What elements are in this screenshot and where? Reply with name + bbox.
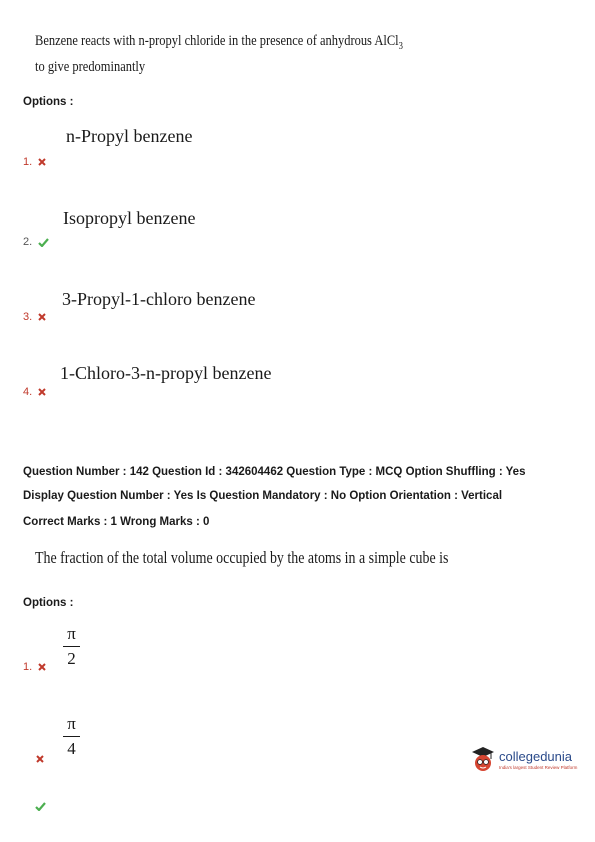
question-meta-line-1: Question Number : 142 Question Id : 342604462 Question Type : MCQ Option Shuffling : Yes <box>23 466 526 478</box>
collegedunia-logo <box>470 744 577 774</box>
option-4-text: 1-Chloro-3-n-propyl benzene <box>60 363 272 383</box>
question-1-text: Benzene reacts with n-propyl chloride in the presence of anhydrous AlCl$_3$ to give predominantly <box>35 33 403 75</box>
graduate-mascot-icon <box>470 744 496 774</box>
option-3-number <box>35 798 46 816</box>
correct-check-icon <box>38 238 49 247</box>
logo-wordmark: collegedunia <box>499 748 573 764</box>
correct-check-icon <box>35 802 46 811</box>
option-2-text: Isopropyl benzene <box>63 208 196 228</box>
option-4-number: 4. <box>23 386 46 398</box>
wrong-cross-icon <box>38 313 46 321</box>
option-1-number: 1. <box>23 156 46 168</box>
question-meta-line-3: Correct Marks : 1 Wrong Marks : 0 <box>23 516 210 528</box>
fraction-denominator: 2 <box>67 649 76 668</box>
fraction-numerator: π <box>67 714 76 733</box>
option-3-text: 3-Propyl-1-chloro benzene <box>62 289 256 309</box>
option-2-fraction <box>63 714 80 759</box>
question-meta-line-2: Display Question Number : Yes Is Question Mandatory : No Option Orientation : Vertical <box>23 490 503 502</box>
wrong-cross-icon <box>38 663 46 671</box>
fraction-numerator: π <box>67 624 76 643</box>
option-1-number: 1. <box>23 661 46 673</box>
question-2-text: The fraction of the total volume occupied by the atoms in a simple cube is <box>35 548 449 567</box>
option-2-number: 2. <box>23 236 49 248</box>
fraction-bar <box>63 736 80 737</box>
option-1-text: n-Propyl benzene <box>66 126 193 146</box>
options-label: Options : <box>23 96 74 108</box>
fraction-bar <box>63 646 80 647</box>
wrong-cross-icon <box>38 158 46 166</box>
option-1-fraction <box>63 624 80 669</box>
logo-tagline: India's largest Student Review Platform <box>499 764 578 770</box>
fraction-denominator: 4 <box>67 739 76 758</box>
option-3-number: 3. <box>23 311 46 323</box>
wrong-cross-icon <box>38 388 46 396</box>
option-2-number <box>36 750 44 768</box>
options-label: Options : <box>23 597 74 609</box>
wrong-cross-icon <box>36 755 44 763</box>
